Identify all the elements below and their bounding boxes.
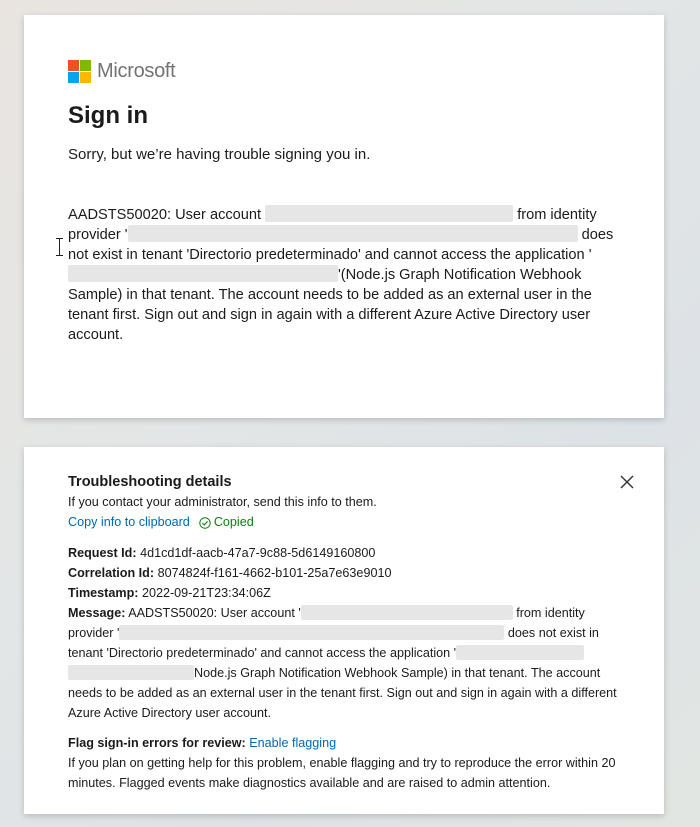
correlation-id-value: 8074824f-f161-4662-b101-25a7e63e9010 [157,566,392,580]
error-text-part1: AADSTS50020: User account [68,207,262,223]
request-id-value: 4d1cd1df-aacb-47a7-9c88-5d6149160800 [140,546,376,560]
error-text-part2: from identity provider ' [68,207,597,243]
troubleshooting-heading: Troubleshooting details [68,474,232,490]
timestamp-row [68,583,620,603]
request-id-row [68,543,620,563]
request-id-label: Request Id: [68,546,137,560]
redacted-identity-provider [119,625,504,640]
troubleshooting-intro: If you contact your administrator, send this info to them. [68,495,377,509]
redacted-user-account [265,205,513,222]
timestamp-value: 2022-09-21T23:34:06Z [141,586,271,600]
correlation-id-label: Correlation Id: [68,566,155,580]
redacted-application-id [456,645,584,660]
close-icon[interactable] [620,475,634,489]
timestamp-label: Timestamp: [68,586,139,600]
error-text-part3: does not exist in tenant 'Directorio predeterminado' and cannot access the application ' [68,227,614,263]
message-label: Message: [68,606,126,620]
redacted-application-id [68,265,338,282]
message-part4: Node.js Graph Notification Webhook Sample) in that tenant. The account needs to be added as an external user in the tenant first. Sign out and sign in again with a different Azure Active Directory user account. [68,666,617,720]
copied-status [199,514,254,531]
message-row [68,603,620,723]
flagging-section [68,733,620,793]
troubleshooting-details [68,543,620,723]
redacted-identity-provider [128,225,578,242]
troubleshooting-panel [24,447,664,814]
correlation-id-row [68,563,620,583]
flag-label: Flag sign-in errors for review: [68,736,246,750]
sign-in-card [24,15,664,418]
microsoft-wordmark: Microsoft [97,59,176,82]
error-description [68,205,620,345]
message-part3: does not exist in tenant 'Directorio predeterminado' and cannot access the application ' [68,626,599,660]
text-cursor-icon [56,238,64,256]
check-circle-icon [199,517,211,529]
message-part2: from identity provider ' [68,606,585,640]
copied-label: Copied [213,515,254,529]
microsoft-logo-icon [68,60,91,83]
error-text-part4: '(Node.js Graph Notification Webhook Sample) in that tenant. The account needs to be added as an external user in the tenant first. Sign out and sign in again with a different Azure Active Directory user account. [68,267,592,343]
redacted-application-id-continued [68,665,194,680]
copy-info-link[interactable]: Copy info to clipboard [68,515,190,529]
redacted-user-account [301,605,513,620]
error-subtitle: Sorry, but we’re having trouble signing you in. [68,146,371,163]
enable-flagging-link[interactable]: Enable flagging [249,736,337,750]
microsoft-logo [68,59,620,83]
message-part1: AADSTS50020: User account ' [128,606,301,620]
flag-description: If you plan on getting help for this problem, enable flagging and try to reproduce the error within 20 minutes. Flagged events make diagnostics available and are raised to admin attention. [68,756,616,790]
page-title: Sign in [68,102,148,129]
